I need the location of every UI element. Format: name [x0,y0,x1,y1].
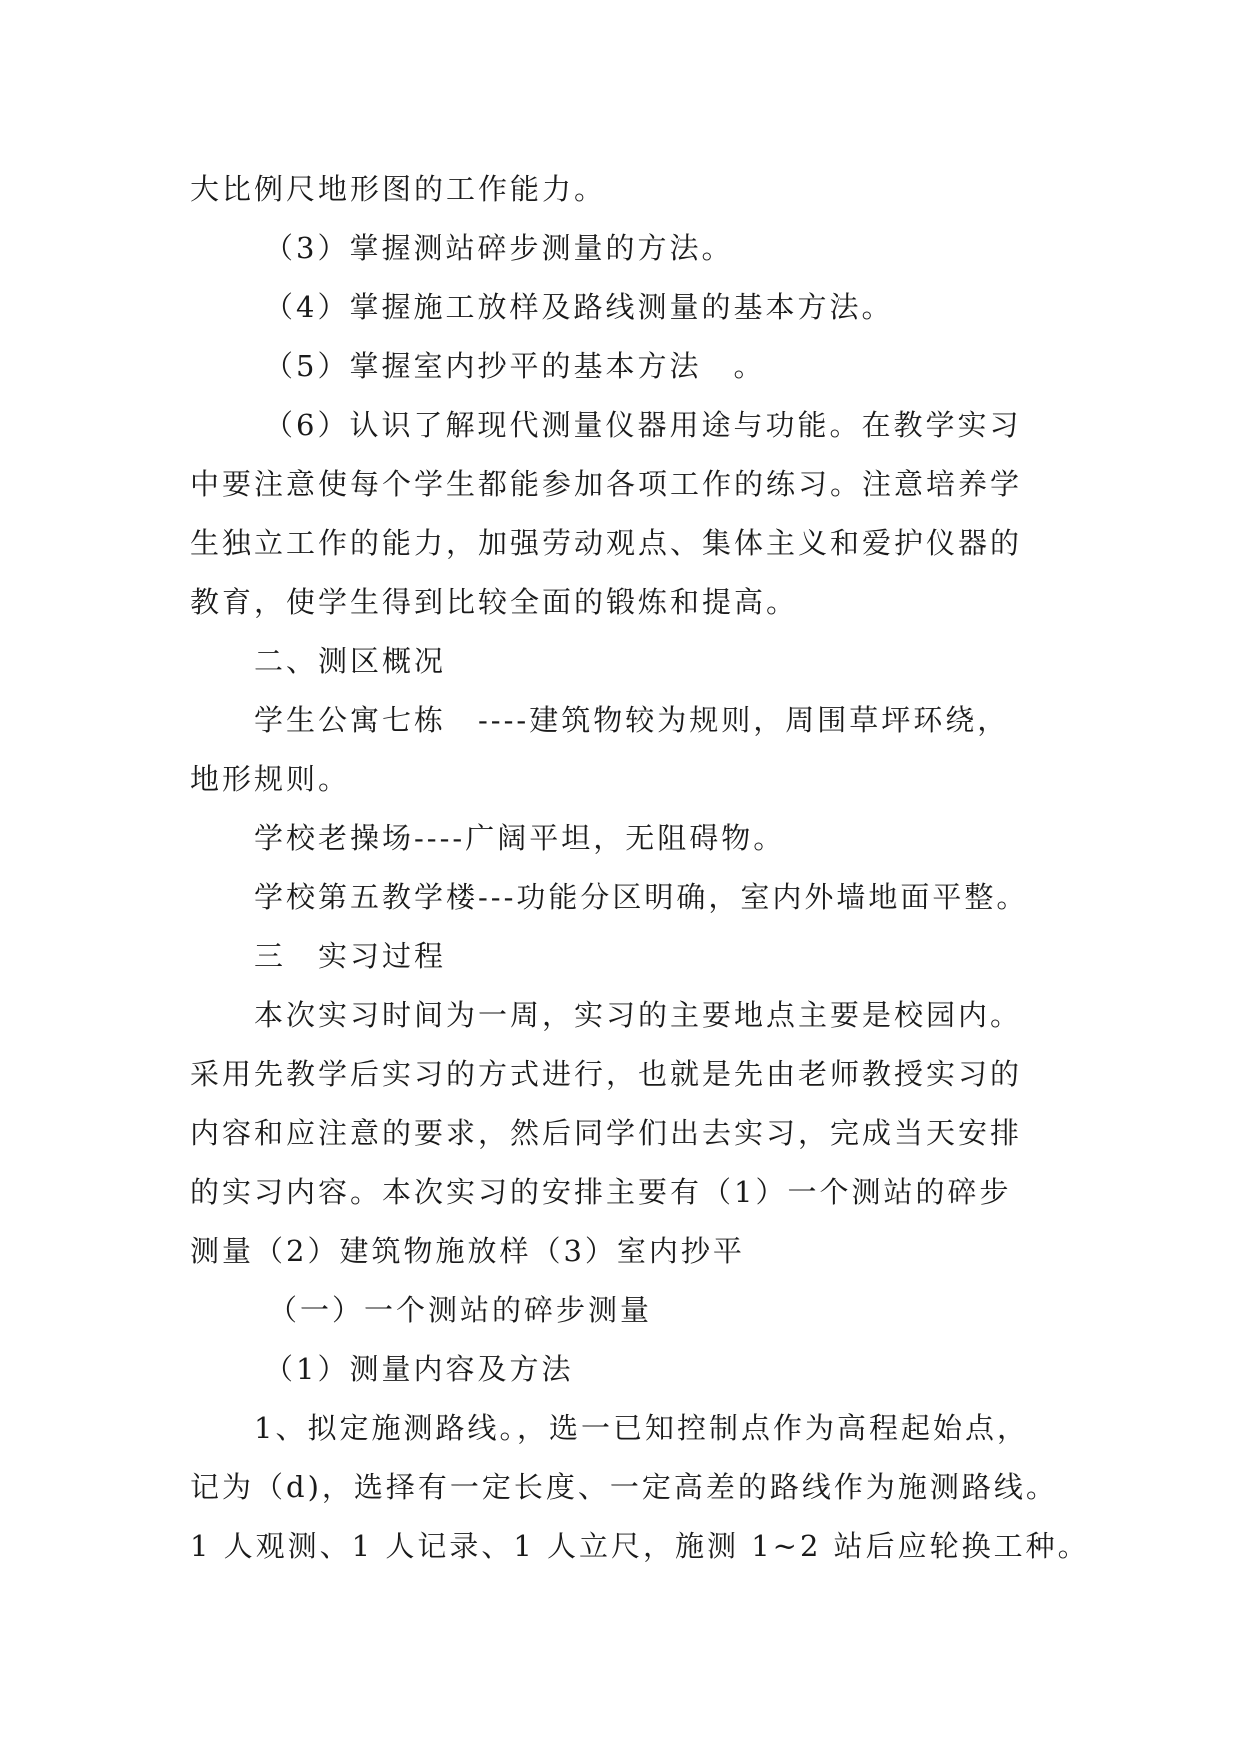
paragraph-line: 记为（d)，选择有一定长度、一定高差的路线作为施测路线。 [190,1470,1058,1504]
paragraph-line: （5）掌握室内抄平的基本方法 。 [264,349,766,383]
paragraph-line: 生独立工作的能力，加强劳动观点、集体主义和爱护仪器的 [190,526,1023,560]
paragraph-line: 学校第五教学楼---功能分区明确，室内外墙地面平整。 [254,880,1029,914]
paragraph-line: 中要注意使每个学生都能参加各项工作的练习。注意培养学 [190,467,1023,501]
paragraph-line: 学生公寓七栋 ----建筑物较为规则，周围草坪环绕， [254,703,1010,737]
paragraph-line: 1、拟定施测路线。，选一已知控制点作为高程起始点， [254,1411,1029,1445]
paragraph-line: 的实习内容。本次实习的安排主要有（1）一个测站的碎步 [190,1175,1012,1209]
paragraph-line: 测量（2）建筑物施放样（3）室内抄平 [190,1234,745,1268]
subsection-heading: （1）测量内容及方法 [264,1352,574,1386]
subsection-heading: （一）一个测站的碎步测量 [268,1293,653,1327]
paragraph-line: （6）认识了解现代测量仪器用途与功能。在教学实习 [264,408,1022,442]
paragraph-line: （4）掌握施工放样及路线测量的基本方法。 [264,290,894,324]
paragraph-line: （3）掌握测站碎步测量的方法。 [264,231,734,265]
paragraph-line: 采用先教学后实习的方式进行，也就是先由老师教授实习的 [190,1057,1023,1091]
paragraph-line: 大比例尺地形图的工作能力。 [190,172,607,206]
section-heading: 三 实习过程 [254,939,447,973]
paragraph-line: 学校老操场----广阔平坦，无阻碍物。 [254,821,786,855]
paragraph-line: 地形规则。 [190,762,351,796]
paragraph-line: 教育，使学生得到比较全面的锻炼和提高。 [190,585,799,619]
paragraph-line: 本次实习时间为一周，实习的主要地点主要是校园内。 [254,998,1023,1032]
paragraph-line: 1 人观测、1 人记录、1 人立尺，施测 1~2 站后应轮换工种。 [190,1529,1090,1563]
document-body [190,160,1090,1576]
section-heading: 二、测区概况 [254,644,447,678]
paragraph-line: 内容和应注意的要求，然后同学们出去实习，完成当天安排 [190,1116,1023,1150]
